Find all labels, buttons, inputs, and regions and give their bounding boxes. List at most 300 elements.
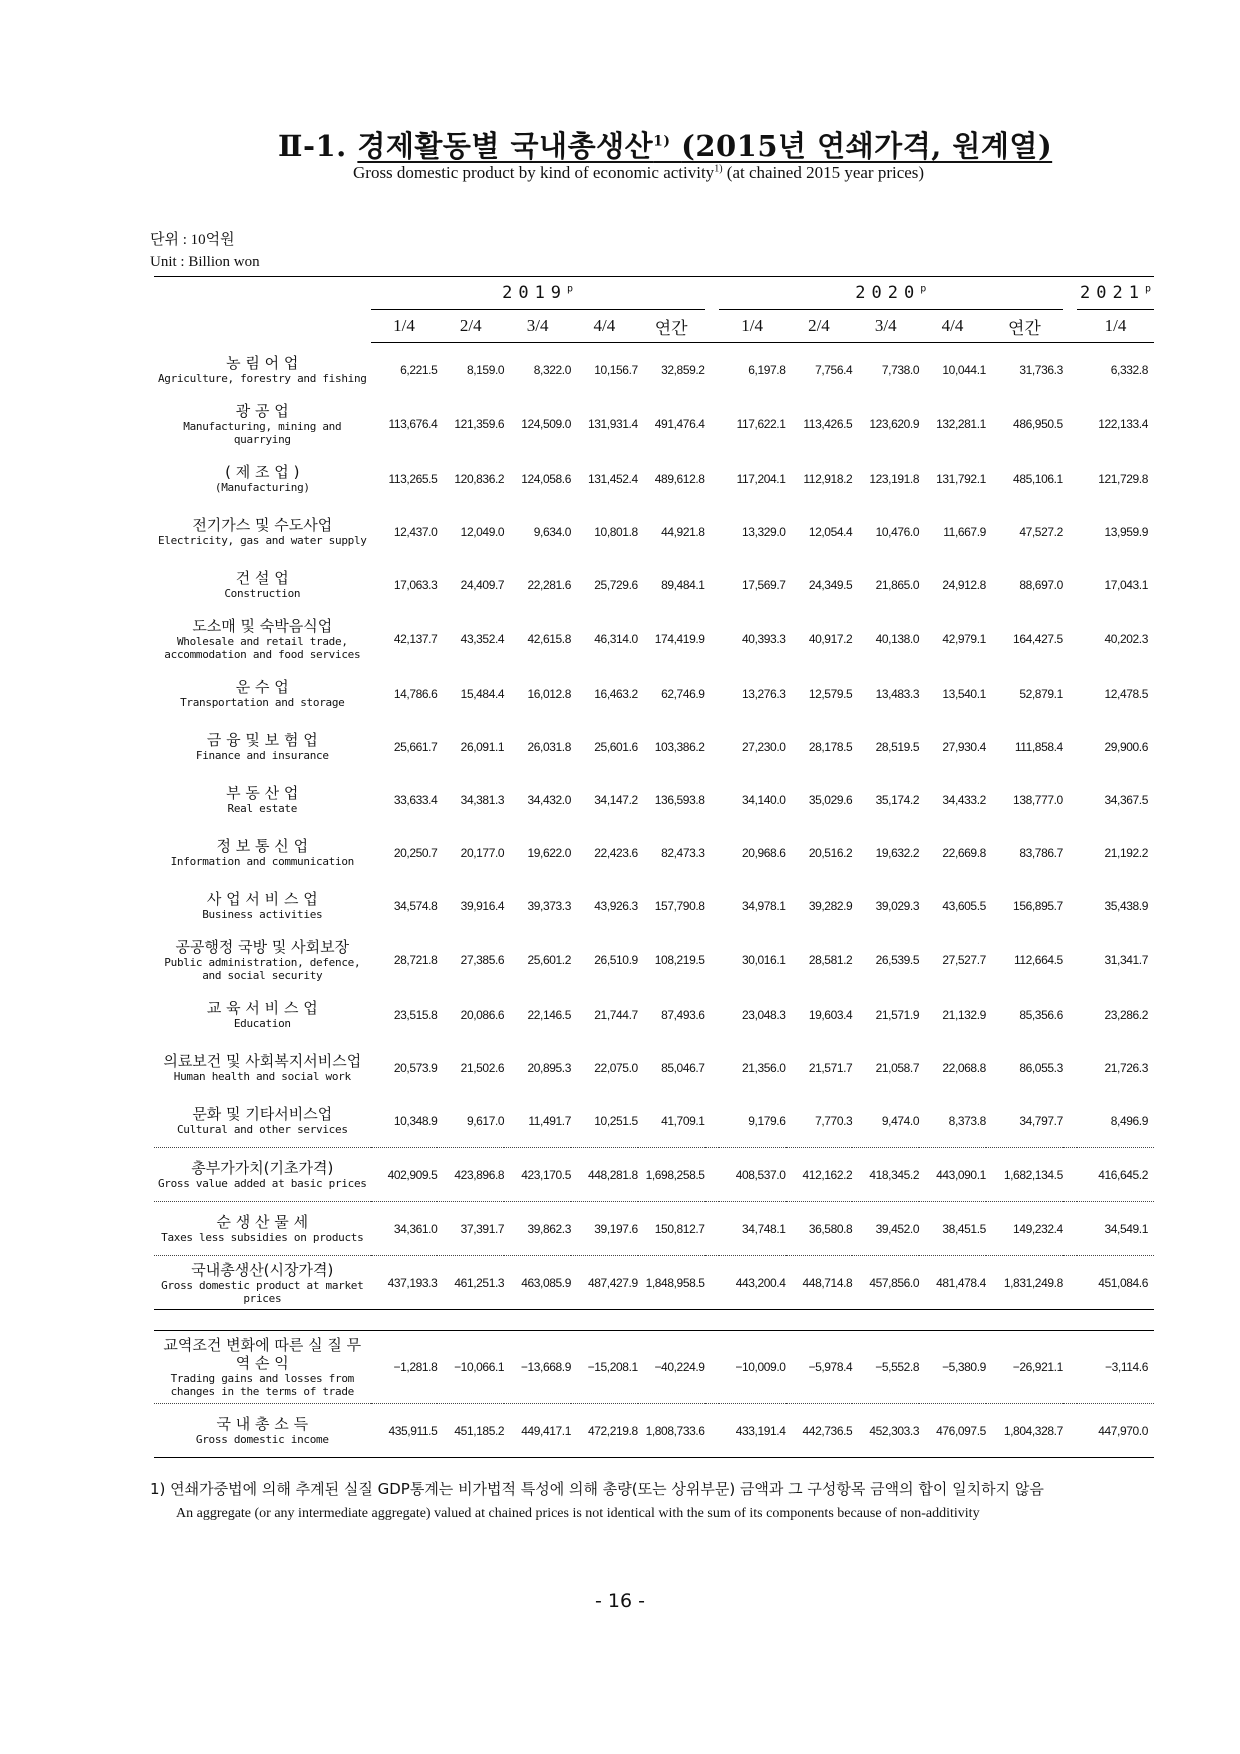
value-cell: 37,391.7 — [437, 1202, 504, 1256]
value-cell: 42,137.7 — [393, 632, 438, 646]
value-cell: 6,197.8 — [748, 362, 786, 377]
value-cell: 8,159.0 — [466, 362, 505, 377]
value-cell: −26,921.1 — [986, 1331, 1063, 1404]
row-label-en: Manufacturing, mining and quarrying — [183, 420, 342, 446]
table-row — [154, 558, 1154, 611]
quarter-header: 3/4 — [852, 310, 919, 343]
value-cell: 12,579.5 — [808, 686, 853, 701]
value-cell: 443,200.4 — [719, 1256, 786, 1310]
row-label — [154, 773, 371, 826]
value-cell: 408,537.0 — [719, 1148, 786, 1202]
value-cell: 481,478.4 — [919, 1256, 986, 1310]
value-cell: 138,777.0 — [1013, 792, 1063, 807]
page-subtitle — [353, 163, 924, 183]
footnote-en: An aggregate (or any intermediate aggregate) valued at chained prices is not identical with the sum of its components because of non-additivity — [176, 1506, 980, 1521]
quarter-header: 4/4 — [919, 310, 986, 343]
value-cell: 486,950.5 — [1013, 417, 1063, 431]
value-cell: 41,709.1 — [661, 1113, 705, 1128]
value-cell: 8,373.8 — [948, 1113, 986, 1128]
value-cell: 423,896.8 — [437, 1148, 504, 1202]
value-cell: 21,356.0 — [742, 1060, 786, 1075]
row-label — [154, 720, 371, 773]
row-label-ko: 문화 및 기타서비스업 — [192, 1105, 333, 1123]
row-label — [154, 1331, 371, 1404]
quarter-header: 4/4 — [571, 310, 638, 343]
table-row — [154, 452, 1154, 505]
value-cell: 44,921.8 — [661, 524, 705, 539]
value-cell: 85,046.7 — [661, 1060, 705, 1075]
value-cell: 1,682,134.5 — [986, 1148, 1063, 1202]
page-number: - 16 - — [595, 1590, 645, 1612]
value-cell: 442,736.5 — [786, 1404, 853, 1458]
row-label-ko: 농 림 어 업 — [226, 353, 299, 372]
value-cell: 88,697.0 — [1019, 577, 1063, 592]
value-cell: 121,729.8 — [1098, 471, 1148, 486]
row-label — [154, 667, 371, 720]
value-cell: 42,615.8 — [527, 632, 571, 646]
value-cell: 157,790.8 — [654, 898, 705, 913]
row-label-en: Cultural and other services — [176, 1123, 348, 1136]
table-row — [154, 879, 1154, 932]
value-cell: 21,132.9 — [942, 1007, 986, 1022]
table-row — [154, 505, 1154, 558]
value-cell: 9,474.0 — [881, 1113, 920, 1128]
page-title — [278, 124, 1052, 165]
value-cell: 11,491.7 — [528, 1113, 571, 1128]
row-label — [154, 1094, 371, 1148]
value-cell: 28,581.2 — [808, 953, 853, 967]
value-cell: 22,281.6 — [527, 577, 571, 592]
value-cell: 6,332.8 — [1110, 362, 1148, 377]
row-label-ko: 전기가스 및 수도사업 — [192, 516, 333, 534]
value-cell: 487,427.9 — [571, 1256, 638, 1310]
row-label-ko: 부 동 산 업 — [226, 784, 299, 802]
value-cell: 457,856.0 — [852, 1256, 919, 1310]
table-row — [154, 1041, 1154, 1094]
row-label-ko: 사 업 서 비 스 업 — [206, 890, 318, 908]
value-cell: 9,617.0 — [466, 1113, 505, 1128]
value-cell: 8,496.9 — [1110, 1113, 1148, 1128]
value-cell: 13,483.3 — [875, 686, 920, 701]
row-label — [154, 1202, 371, 1256]
value-cell: 39,916.4 — [460, 898, 505, 913]
table-row — [154, 343, 1154, 397]
value-cell: 27,230.0 — [742, 739, 786, 754]
value-cell: 19,622.0 — [527, 845, 571, 860]
value-cell: 472,219.8 — [571, 1404, 638, 1458]
row-label-ko: 광 공 업 — [235, 402, 289, 420]
value-cell: 7,756.4 — [815, 362, 853, 377]
value-cell: 85,356.6 — [1019, 1007, 1063, 1022]
value-cell: 87,493.6 — [661, 1007, 705, 1022]
value-cell: 22,423.6 — [594, 845, 638, 860]
value-cell: 26,539.5 — [875, 953, 920, 967]
value-cell: 20,516.2 — [808, 845, 853, 860]
title-paren: (2015년 연쇄가격, 원계열) — [681, 129, 1053, 163]
value-cell: 42,979.1 — [942, 632, 986, 646]
value-cell: 13,540.1 — [942, 686, 986, 701]
value-cell: −3,114.6 — [1077, 1331, 1154, 1404]
value-cell: 9,179.6 — [748, 1113, 786, 1128]
value-cell: 132,281.1 — [936, 417, 986, 431]
value-cell: −5,978.4 — [786, 1331, 853, 1404]
value-cell: 16,463.2 — [594, 686, 638, 701]
title-main: 경제활동별 국내총생산 — [357, 129, 654, 163]
row-label — [154, 879, 371, 932]
table-body — [154, 343, 1154, 1458]
value-cell: 17,043.1 — [1104, 577, 1148, 592]
value-cell: 23,286.2 — [1104, 1007, 1148, 1022]
value-cell: 10,476.0 — [875, 524, 920, 539]
value-cell: 443,090.1 — [919, 1148, 986, 1202]
value-cell: 451,185.2 — [437, 1404, 504, 1458]
value-cell: 39,282.9 — [808, 898, 853, 913]
value-cell: 452,303.3 — [852, 1404, 919, 1458]
table-row — [154, 1094, 1154, 1148]
value-cell: 423,170.5 — [504, 1148, 571, 1202]
value-cell: 12,437.0 — [393, 524, 438, 539]
value-cell: 13,329.0 — [742, 524, 786, 539]
value-cell: 1,804,328.7 — [986, 1404, 1063, 1458]
value-cell: 33,633.4 — [393, 792, 438, 807]
value-cell: −15,208.1 — [571, 1331, 638, 1404]
value-cell: 20,968.6 — [742, 845, 786, 860]
value-cell: 131,931.4 — [587, 417, 638, 431]
value-cell: 34,147.2 — [594, 792, 638, 807]
row-label-en: Trading gains and losses from changes in the terms of trade — [170, 1372, 354, 1398]
value-cell: 34,549.1 — [1077, 1202, 1154, 1256]
row-label-en: Human health and social work — [173, 1070, 351, 1083]
value-cell: 20,086.6 — [460, 1007, 505, 1022]
value-cell: 20,895.3 — [527, 1060, 571, 1075]
year-header-2020: 2020$^p$ — [719, 277, 1063, 310]
value-cell: 32,859.2 — [661, 362, 705, 377]
table-row — [154, 1148, 1154, 1202]
value-cell: 117,622.1 — [736, 417, 786, 431]
quarter-header: 1/4 — [1077, 310, 1154, 343]
value-cell: 34,748.1 — [719, 1202, 786, 1256]
value-cell: 402,909.5 — [371, 1148, 438, 1202]
value-cell: −5,552.8 — [852, 1331, 919, 1404]
row-label — [154, 343, 371, 397]
table-row — [154, 667, 1154, 720]
value-cell: 28,519.5 — [875, 739, 920, 754]
value-cell: 435,911.5 — [371, 1404, 438, 1458]
title-footnote-mark: 1) — [653, 133, 671, 150]
quarter-header: 1/4 — [371, 310, 438, 343]
value-cell: −13,668.9 — [504, 1331, 571, 1404]
value-cell: 103,386.2 — [654, 739, 705, 754]
value-cell: −10,066.1 — [437, 1331, 504, 1404]
value-cell: 9,634.0 — [533, 524, 571, 539]
value-cell: 29,900.6 — [1104, 739, 1148, 754]
row-label — [154, 1256, 371, 1310]
value-cell: 34,432.0 — [527, 792, 571, 807]
header-blank — [154, 277, 371, 343]
value-cell: 1,698,258.5 — [638, 1148, 705, 1202]
value-cell: 26,031.8 — [527, 739, 571, 754]
row-label — [154, 1148, 371, 1202]
table-row — [154, 1331, 1154, 1404]
value-cell: 34,361.0 — [371, 1202, 438, 1256]
value-cell: 20,177.0 — [460, 845, 505, 860]
value-cell: 149,232.4 — [986, 1202, 1063, 1256]
value-cell: 40,202.3 — [1104, 632, 1148, 646]
value-cell: −1,281.8 — [371, 1331, 438, 1404]
row-label-en: Agriculture, forestry and fishing — [157, 371, 367, 385]
row-label-en: Taxes less subsidies on products — [161, 1231, 364, 1244]
value-cell: 39,862.3 — [504, 1202, 571, 1256]
value-cell: 123,620.9 — [869, 417, 920, 431]
value-cell: 27,930.4 — [942, 739, 986, 754]
value-cell: 34,433.2 — [942, 792, 986, 807]
value-cell: 34,978.1 — [742, 898, 786, 913]
row-label — [154, 1404, 371, 1458]
value-cell: 1,831,249.8 — [986, 1256, 1063, 1310]
value-cell: 10,348.9 — [393, 1113, 438, 1128]
value-cell: 21,744.7 — [594, 1007, 638, 1022]
value-cell: 485,106.1 — [1013, 471, 1063, 486]
value-cell: 30,016.1 — [742, 953, 786, 967]
value-cell: 412,162.2 — [786, 1148, 853, 1202]
row-label — [154, 1041, 371, 1094]
row-label-ko: 총부가가치(기초가격) — [191, 1159, 334, 1177]
value-cell: 150,812.7 — [638, 1202, 705, 1256]
value-cell: 19,632.2 — [875, 845, 920, 860]
value-cell: 13,276.3 — [742, 686, 786, 701]
value-cell: 122,133.4 — [1098, 417, 1148, 431]
value-cell: 39,373.3 — [527, 898, 571, 913]
row-label-en: Finance and insurance — [195, 749, 329, 762]
table-row — [154, 1404, 1154, 1458]
value-cell: 1,848,958.5 — [638, 1256, 705, 1310]
row-label-en: Real estate — [227, 802, 298, 815]
value-cell: 25,601.2 — [527, 953, 571, 967]
value-cell: 21,058.7 — [875, 1060, 920, 1075]
value-cell: 15,484.4 — [460, 686, 505, 701]
table-row — [154, 396, 1154, 452]
value-cell: 437,193.3 — [371, 1256, 438, 1310]
value-cell: 40,393.3 — [742, 632, 786, 646]
value-cell: 164,427.5 — [1013, 632, 1063, 646]
value-cell: 20,250.7 — [393, 845, 438, 860]
row-label-en: Business activities — [202, 908, 323, 921]
value-cell: 12,049.0 — [460, 524, 505, 539]
row-label — [154, 396, 371, 452]
value-cell: 43,926.3 — [594, 898, 638, 913]
value-cell: 476,097.5 — [919, 1404, 986, 1458]
quarter-header: 2/4 — [437, 310, 504, 343]
row-label-ko: 교 육 서 비 스 업 — [206, 999, 318, 1017]
value-cell: 83,786.7 — [1019, 845, 1063, 860]
value-cell: 26,510.9 — [594, 953, 638, 967]
value-cell: 22,669.8 — [942, 845, 986, 860]
table-row — [154, 611, 1154, 667]
footnote-ko: 1) 연쇄가중법에 의해 추계된 실질 GDP통계는 비가법적 특성에 의해 총량(또는 상위부문) 금액과 그 구성항목 금액의 합이 일치하지 않음 — [150, 1480, 1044, 1498]
value-cell: 10,251.5 — [594, 1113, 638, 1128]
value-cell: 40,917.2 — [808, 632, 853, 646]
value-cell: 34,381.3 — [460, 792, 505, 807]
row-label-en: Gross value added at basic prices — [157, 1177, 367, 1190]
value-cell: 131,792.1 — [936, 471, 986, 486]
value-cell: 123,191.8 — [869, 471, 920, 486]
value-cell: 12,054.4 — [808, 524, 853, 539]
table-row — [154, 1256, 1154, 1310]
row-label-en: (Manufacturing) — [214, 481, 310, 494]
value-cell: 461,251.3 — [437, 1256, 504, 1310]
row-label-ko: ( 제 조 업 ) — [225, 463, 300, 481]
value-cell: 448,714.8 — [786, 1256, 853, 1310]
table-row — [154, 826, 1154, 879]
row-label-en: Public administration, defence, and social security — [164, 956, 361, 982]
value-cell: 25,661.7 — [393, 739, 438, 754]
value-cell: 21,571.9 — [875, 1007, 920, 1022]
value-cell: 7,738.0 — [881, 362, 920, 377]
value-cell: 112,918.2 — [803, 471, 853, 486]
row-label-ko: 의료보건 및 사회복지서비스업 — [163, 1052, 362, 1070]
value-cell: 35,174.2 — [875, 792, 920, 807]
value-cell: 22,075.0 — [594, 1060, 638, 1075]
value-cell: 20,573.9 — [393, 1060, 438, 1075]
value-cell: 22,146.5 — [527, 1007, 571, 1022]
value-cell: 6,221.5 — [400, 362, 438, 377]
value-cell: 24,912.8 — [942, 577, 986, 592]
value-cell: 34,367.5 — [1104, 792, 1148, 807]
unit-ko: 단위 : 10억원 — [150, 232, 235, 248]
row-label — [154, 826, 371, 879]
value-cell: 86,055.3 — [1019, 1060, 1063, 1075]
row-label — [154, 558, 371, 611]
value-cell: 463,085.9 — [504, 1256, 571, 1310]
value-cell: 21,192.2 — [1104, 845, 1148, 860]
value-cell: 40,138.0 — [875, 632, 920, 646]
value-cell: 416,645.2 — [1077, 1148, 1154, 1202]
value-cell: 36,580.8 — [786, 1202, 853, 1256]
row-label-en: Education — [233, 1017, 291, 1030]
value-cell: 43,605.5 — [942, 898, 986, 913]
value-cell: 131,452.4 — [587, 471, 638, 486]
value-cell: 111,858.4 — [1014, 739, 1063, 754]
value-cell: 113,265.5 — [388, 471, 438, 486]
value-cell: 174,419.9 — [654, 632, 705, 646]
year-header-2021: 2021$^p$ — [1077, 277, 1154, 310]
value-cell: 89,484.1 — [661, 577, 705, 592]
value-cell: 14,786.6 — [393, 686, 438, 701]
value-cell: 10,156.7 — [594, 362, 638, 377]
table-row — [154, 773, 1154, 826]
value-cell: 7,770.3 — [815, 1113, 853, 1128]
subtitle-paren: (at chained 2015 year prices) — [726, 163, 925, 182]
value-cell: 82,473.3 — [661, 845, 705, 860]
value-cell: 451,084.6 — [1077, 1256, 1154, 1310]
row-label — [154, 452, 371, 505]
row-label-ko: 국 내 총 소 득 — [216, 1415, 309, 1433]
value-cell: 23,515.8 — [393, 1007, 438, 1022]
value-cell: 448,281.8 — [571, 1148, 638, 1202]
value-cell: 17,063.3 — [393, 577, 438, 592]
value-cell: 31,736.3 — [1019, 362, 1063, 377]
value-cell: 13,959.9 — [1104, 524, 1148, 539]
value-cell: 433,191.4 — [719, 1404, 786, 1458]
value-cell: 19,603.4 — [808, 1007, 853, 1022]
value-cell: 39,029.3 — [875, 898, 920, 913]
value-cell: 28,721.8 — [393, 953, 438, 967]
value-cell: 35,029.6 — [808, 792, 853, 807]
table-row — [154, 932, 1154, 988]
row-label-en: Information and communication — [170, 855, 354, 868]
table-row — [154, 720, 1154, 773]
value-cell: 47,527.2 — [1019, 524, 1063, 539]
value-cell: 418,345.2 — [852, 1148, 919, 1202]
title-prefix: Ⅱ-1. — [278, 129, 347, 163]
row-label — [154, 932, 371, 988]
subtitle-footnote-mark: 1) — [714, 163, 723, 175]
value-cell: 31,341.7 — [1104, 953, 1148, 967]
value-cell: 27,385.6 — [460, 953, 505, 967]
row-label-ko: 금 융 및 보 험 업 — [206, 731, 318, 749]
value-cell: 22,068.8 — [942, 1060, 986, 1075]
row-label-en: Transportation and storage — [180, 696, 345, 709]
value-cell: 34,797.7 — [1019, 1113, 1063, 1128]
value-cell: 447,970.0 — [1077, 1404, 1154, 1458]
row-label-ko: 공공행정 국방 및 사회보장 — [175, 938, 350, 956]
value-cell: 112,664.5 — [1013, 953, 1063, 967]
row-label-ko: 도소매 및 숙박음식업 — [192, 617, 333, 635]
value-cell: 21,502.6 — [460, 1060, 505, 1075]
table-row — [154, 988, 1154, 1041]
value-cell: 24,409.7 — [460, 577, 505, 592]
row-label-en: Gross domestic product at market prices — [161, 1278, 364, 1305]
quarter-header: 1/4 — [719, 310, 786, 343]
value-cell: 124,058.6 — [521, 471, 571, 486]
value-cell: 52,879.1 — [1019, 686, 1063, 701]
value-cell: 11,667.9 — [943, 524, 986, 539]
value-cell: 28,178.5 — [808, 739, 853, 754]
annual-header: 연간 — [638, 310, 705, 343]
row-label — [154, 505, 371, 558]
value-cell: 23,048.3 — [742, 1007, 786, 1022]
row-label-en: Electricity, gas and water supply — [157, 534, 367, 547]
row-label-ko: 순 생 산 물 세 — [216, 1213, 309, 1231]
value-cell: 24,349.5 — [808, 577, 853, 592]
value-cell: −10,009.0 — [719, 1331, 786, 1404]
value-cell: 46,314.0 — [594, 632, 638, 646]
row-label-ko: 운 수 업 — [235, 678, 289, 696]
value-cell: 117,204.1 — [736, 471, 786, 486]
unit-en: Unit : Billion won — [150, 254, 260, 270]
subtitle-text: Gross domestic product by kind of economic activity — [353, 163, 715, 182]
annual-header: 연간 — [986, 310, 1063, 343]
value-cell: 39,197.6 — [571, 1202, 638, 1256]
value-cell: 34,574.8 — [393, 898, 438, 913]
value-cell: 10,801.8 — [594, 524, 638, 539]
row-label-ko: 국내총생산(시장가격) — [191, 1260, 334, 1279]
value-cell: 10,044.1 — [942, 362, 986, 377]
year-header-2019: 2019$^p$ — [371, 277, 705, 310]
gdp-table — [154, 276, 1154, 1458]
value-cell: 113,676.4 — [388, 417, 438, 431]
value-cell: 38,451.5 — [919, 1202, 986, 1256]
value-cell: 489,612.8 — [654, 471, 705, 486]
row-label-ko: 교역조건 변화에 따른 실 질 무 역 손 익 — [163, 1336, 362, 1372]
value-cell: 25,729.6 — [594, 577, 638, 592]
value-cell: 21,726.3 — [1104, 1060, 1148, 1075]
row-label-ko: 정 보 통 신 업 — [216, 837, 309, 855]
value-cell: 108,219.5 — [654, 953, 705, 967]
value-cell: 16,012.8 — [527, 686, 571, 701]
value-cell: 156,895.7 — [1013, 898, 1063, 913]
value-cell: 8,322.0 — [533, 362, 571, 377]
